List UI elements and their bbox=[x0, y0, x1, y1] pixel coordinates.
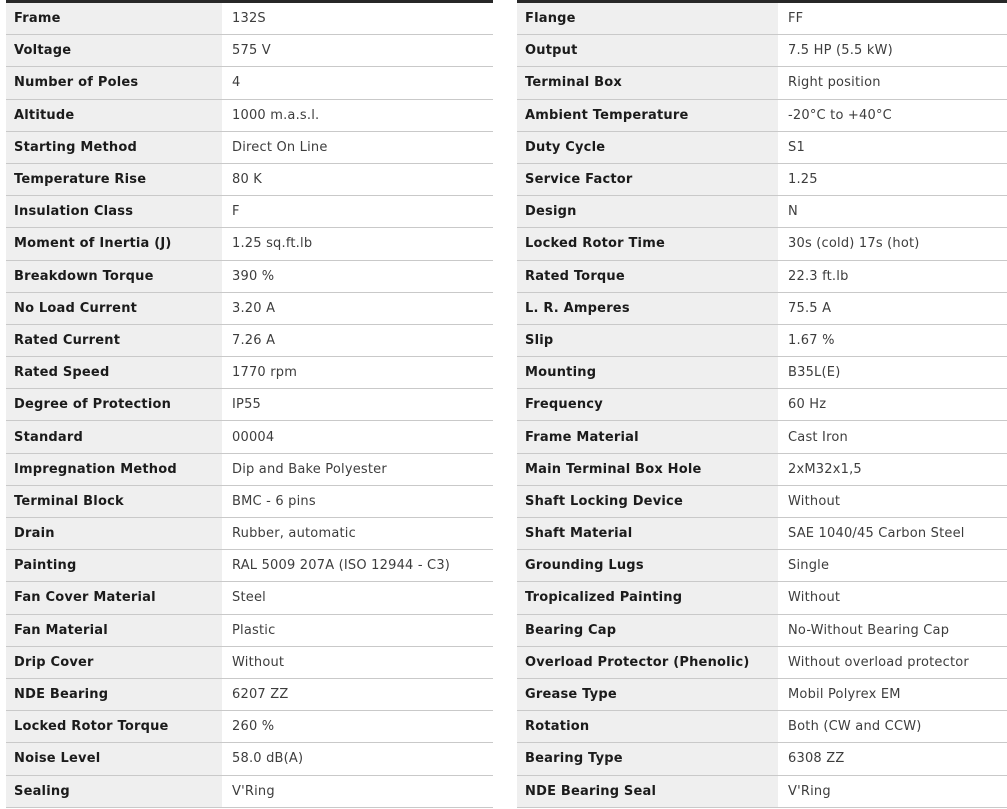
spec-label: Number of Poles bbox=[6, 67, 222, 98]
spec-value: 575 V bbox=[222, 35, 493, 66]
table-row bbox=[6, 293, 493, 325]
table-row bbox=[517, 582, 1007, 614]
spec-value: Without overload protector bbox=[778, 647, 1007, 678]
spec-label: Mounting bbox=[517, 357, 778, 388]
spec-value: BMC - 6 pins bbox=[222, 486, 493, 517]
spec-label: Temperature Rise bbox=[6, 164, 222, 195]
spec-label: Overload Protector (Phenolic) bbox=[517, 647, 778, 678]
spec-value: 22.3 ft.lb bbox=[778, 261, 1007, 292]
spec-label: Service Factor bbox=[517, 164, 778, 195]
spec-label: Ambient Temperature bbox=[517, 100, 778, 131]
spec-value: Steel bbox=[222, 582, 493, 613]
spec-label: Drain bbox=[6, 518, 222, 549]
table-row bbox=[517, 647, 1007, 679]
table-row bbox=[6, 421, 493, 453]
spec-value: Without bbox=[778, 582, 1007, 613]
spec-label: Grease Type bbox=[517, 679, 778, 710]
spec-value: 1.25 bbox=[778, 164, 1007, 195]
table-row bbox=[517, 132, 1007, 164]
table-row bbox=[517, 454, 1007, 486]
table-row bbox=[6, 164, 493, 196]
table-row bbox=[6, 711, 493, 743]
spec-value: -20°C to +40°C bbox=[778, 100, 1007, 131]
table-row bbox=[517, 261, 1007, 293]
table-row bbox=[6, 615, 493, 647]
table-row bbox=[517, 743, 1007, 775]
spec-label: Grounding Lugs bbox=[517, 550, 778, 581]
spec-label: Rotation bbox=[517, 711, 778, 742]
spec-value: 132S bbox=[222, 3, 493, 34]
table-row bbox=[517, 421, 1007, 453]
spec-value: IP55 bbox=[222, 389, 493, 420]
table-row bbox=[6, 67, 493, 99]
table-row bbox=[6, 518, 493, 550]
table-row bbox=[6, 325, 493, 357]
spec-label: Altitude bbox=[6, 100, 222, 131]
spec-value: 390 % bbox=[222, 261, 493, 292]
spec-label: Frame Material bbox=[517, 421, 778, 452]
spec-value: Dip and Bake Polyester bbox=[222, 454, 493, 485]
spec-value: 6308 ZZ bbox=[778, 743, 1007, 774]
spec-value: 4 bbox=[222, 67, 493, 98]
spec-label: Duty Cycle bbox=[517, 132, 778, 163]
spec-label: Shaft Material bbox=[517, 518, 778, 549]
spec-value: 30s (cold) 17s (hot) bbox=[778, 228, 1007, 259]
table-row bbox=[517, 35, 1007, 67]
table-row bbox=[517, 325, 1007, 357]
table-row bbox=[6, 486, 493, 518]
spec-label: No Load Current bbox=[6, 293, 222, 324]
spec-label: Standard bbox=[6, 421, 222, 452]
spec-value: 2xM32x1,5 bbox=[778, 454, 1007, 485]
spec-value: Plastic bbox=[222, 615, 493, 646]
spec-value: 80 K bbox=[222, 164, 493, 195]
spec-value: Single bbox=[778, 550, 1007, 581]
spec-value: 58.0 dB(A) bbox=[222, 743, 493, 774]
table-row bbox=[6, 647, 493, 679]
spec-label: Flange bbox=[517, 3, 778, 34]
spec-label: Slip bbox=[517, 325, 778, 356]
table-row bbox=[6, 3, 493, 35]
table-row bbox=[517, 3, 1007, 35]
spec-value: 75.5 A bbox=[778, 293, 1007, 324]
spec-label: Fan Material bbox=[6, 615, 222, 646]
table-row bbox=[6, 35, 493, 67]
spec-value: 6207 ZZ bbox=[222, 679, 493, 710]
table-row bbox=[6, 261, 493, 293]
table-row bbox=[517, 67, 1007, 99]
table-row bbox=[6, 196, 493, 228]
table-row bbox=[517, 357, 1007, 389]
table-row bbox=[6, 743, 493, 775]
spec-label: Fan Cover Material bbox=[6, 582, 222, 613]
spec-label: Locked Rotor Torque bbox=[6, 711, 222, 742]
table-row bbox=[517, 486, 1007, 518]
spec-label: Output bbox=[517, 35, 778, 66]
spec-value: N bbox=[778, 196, 1007, 227]
table-row bbox=[517, 389, 1007, 421]
table-row bbox=[517, 196, 1007, 228]
table-row bbox=[517, 518, 1007, 550]
spec-label: Degree of Protection bbox=[6, 389, 222, 420]
table-row bbox=[517, 164, 1007, 196]
spec-label: Starting Method bbox=[6, 132, 222, 163]
table-row bbox=[6, 389, 493, 421]
spec-label: Rated Current bbox=[6, 325, 222, 356]
spec-value: 1770 rpm bbox=[222, 357, 493, 388]
table-row bbox=[6, 776, 493, 808]
table-row bbox=[6, 582, 493, 614]
spec-label: Bearing Cap bbox=[517, 615, 778, 646]
spec-label: NDE Bearing Seal bbox=[517, 776, 778, 807]
table-row bbox=[517, 679, 1007, 711]
spec-value: V'Ring bbox=[222, 776, 493, 807]
spec-label: Frequency bbox=[517, 389, 778, 420]
spec-label: Shaft Locking Device bbox=[517, 486, 778, 517]
spec-value: 60 Hz bbox=[778, 389, 1007, 420]
spec-label: Rated Torque bbox=[517, 261, 778, 292]
spec-label: Moment of Inertia (J) bbox=[6, 228, 222, 259]
spec-label: Rated Speed bbox=[6, 357, 222, 388]
spec-value: 1.67 % bbox=[778, 325, 1007, 356]
spec-label: Design bbox=[517, 196, 778, 227]
spec-value: 1.25 sq.ft.lb bbox=[222, 228, 493, 259]
table-row bbox=[6, 454, 493, 486]
spec-value: 7.26 A bbox=[222, 325, 493, 356]
table-row bbox=[517, 100, 1007, 132]
spec-label: Sealing bbox=[6, 776, 222, 807]
spec-value: 00004 bbox=[222, 421, 493, 452]
spec-value: RAL 5009 207A (ISO 12944 - C3) bbox=[222, 550, 493, 581]
table-row bbox=[6, 100, 493, 132]
spec-label: Main Terminal Box Hole bbox=[517, 454, 778, 485]
spec-value: Right position bbox=[778, 67, 1007, 98]
table-row bbox=[517, 776, 1007, 808]
spec-label: Bearing Type bbox=[517, 743, 778, 774]
table-row bbox=[517, 615, 1007, 647]
table-row bbox=[6, 357, 493, 389]
spec-label: Breakdown Torque bbox=[6, 261, 222, 292]
spec-value: FF bbox=[778, 3, 1007, 34]
spec-value: B35L(E) bbox=[778, 357, 1007, 388]
spec-value: 3.20 A bbox=[222, 293, 493, 324]
spec-value: Without bbox=[778, 486, 1007, 517]
spec-value: S1 bbox=[778, 132, 1007, 163]
spec-value: Cast Iron bbox=[778, 421, 1007, 452]
spec-label: Drip Cover bbox=[6, 647, 222, 678]
spec-value: F bbox=[222, 196, 493, 227]
spec-table-left bbox=[6, 0, 493, 808]
spec-label: Locked Rotor Time bbox=[517, 228, 778, 259]
table-row bbox=[517, 550, 1007, 582]
spec-label: Impregnation Method bbox=[6, 454, 222, 485]
spec-label: Noise Level bbox=[6, 743, 222, 774]
spec-label: Voltage bbox=[6, 35, 222, 66]
table-row bbox=[6, 228, 493, 260]
spec-value: Mobil Polyrex EM bbox=[778, 679, 1007, 710]
spec-label: NDE Bearing bbox=[6, 679, 222, 710]
spec-value: 1000 m.a.s.l. bbox=[222, 100, 493, 131]
table-row bbox=[6, 550, 493, 582]
spec-table-right bbox=[517, 0, 1007, 808]
spec-label: L. R. Amperes bbox=[517, 293, 778, 324]
table-row bbox=[517, 293, 1007, 325]
spec-value: Without bbox=[222, 647, 493, 678]
spec-label: Painting bbox=[6, 550, 222, 581]
table-row bbox=[517, 228, 1007, 260]
spec-label: Tropicalized Painting bbox=[517, 582, 778, 613]
spec-label: Frame bbox=[6, 3, 222, 34]
spec-value: SAE 1040/45 Carbon Steel bbox=[778, 518, 1007, 549]
table-row bbox=[6, 132, 493, 164]
spec-label: Terminal Box bbox=[517, 67, 778, 98]
spec-value: 7.5 HP (5.5 kW) bbox=[778, 35, 1007, 66]
spec-label: Insulation Class bbox=[6, 196, 222, 227]
spec-value: No-Without Bearing Cap bbox=[778, 615, 1007, 646]
spec-label: Terminal Block bbox=[6, 486, 222, 517]
spec-value: Rubber, automatic bbox=[222, 518, 493, 549]
spec-value: Both (CW and CCW) bbox=[778, 711, 1007, 742]
table-row bbox=[517, 711, 1007, 743]
table-row bbox=[6, 679, 493, 711]
spec-value: Direct On Line bbox=[222, 132, 493, 163]
spec-value: 260 % bbox=[222, 711, 493, 742]
spec-value: V'Ring bbox=[778, 776, 1007, 807]
